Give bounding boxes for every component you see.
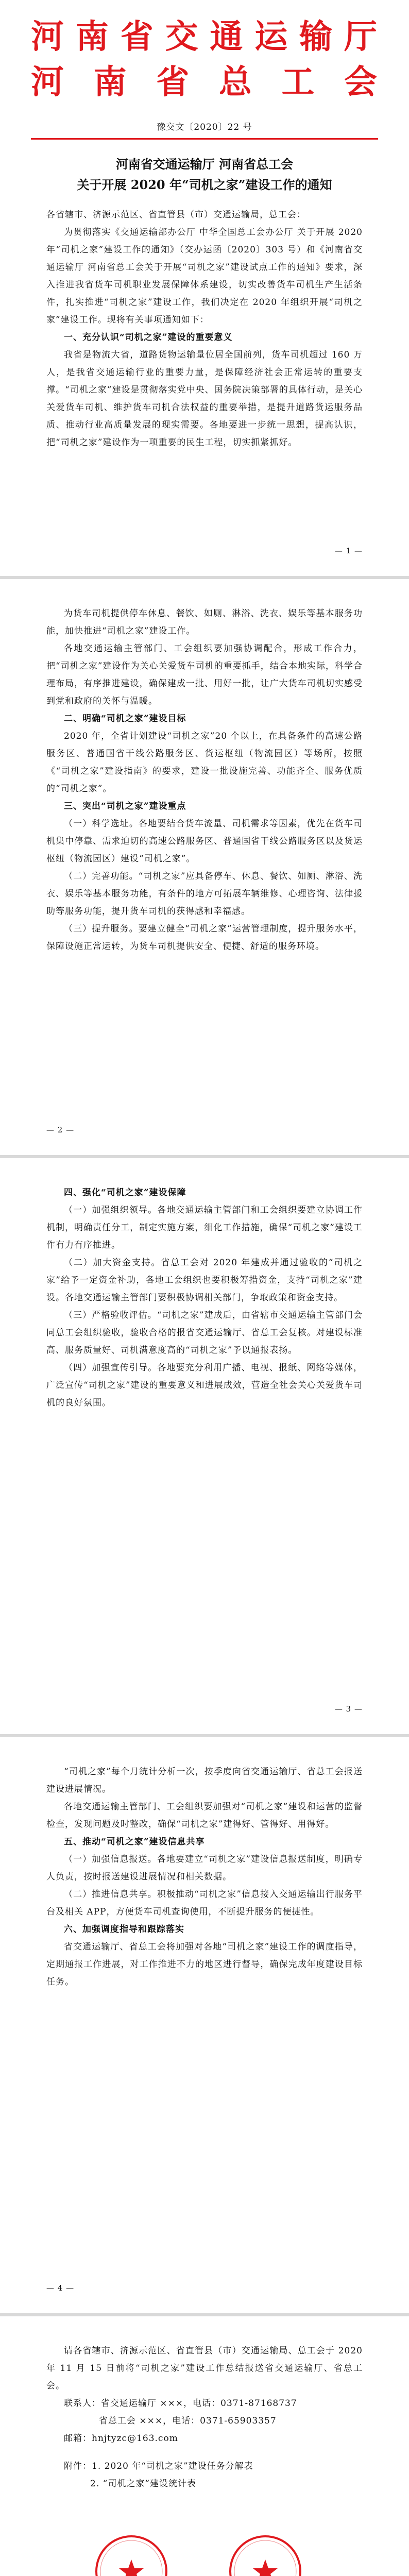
- paragraph: “司机之家”每个月统计分析一次，按季度向省交通运输厅、省总工会报送建设进展情况。: [46, 1767, 363, 1794]
- page3-body: [46, 1184, 363, 1412]
- page-5: [0, 2316, 409, 2576]
- section-heading: 五、推动“司机之家”建设信息共享: [64, 1837, 205, 1847]
- paragraph: （三）严格验收评估。“司机之家”建成后，由省辖市交通运输主管部门会同总工会组织验收，验收合格的报省交通运输厅、省总工会复核。对建设标准高、服务质量好、司机满意度高的“司机之家”予以通报表扬。: [46, 1310, 363, 1355]
- red-divider: [31, 138, 378, 140]
- paragraph: （二）推进信息共享。积极推动“司机之家”信息接入交通运输出行服务平台及相关 APP，方便货车司机查询使用，不断提升服务的便捷性。: [46, 1889, 363, 1917]
- paragraph: 为贯彻落实《交通运输部办公厅 中华全国总工会办公厅 关于开展 2020 年“司机之家”建设工作的通知》（交办运函〔2020〕303 号）和《河南省交通运输厅 河南省总工会关于开展“司机之家”建设试点工作的通知》要求，深入推进我省货车司机职业发展保障体系建设，切实改善货车司机生产生活条件，扎实推进“司机之家”建设工作，我们决定在 2020 年组织开展“司机之家”建设工作。现将有关事项通知如下：: [46, 227, 363, 325]
- contact-line: 联系人：省交通运输厅 ×××，电话：0371-87168737: [64, 2398, 297, 2409]
- page-2: [0, 579, 409, 1155]
- paragraph: （二）加大资金支持。省总工会对 2020 年建成并通过验收的“司机之家”给予一定资金补助，各地工会组织也要积极筹措资金，支持“司机之家”建设。各地交通运输主管部门要积极协调相关部门，争取政策和资金支持。: [46, 1258, 363, 1303]
- section-heading: 二、明确“司机之家”建设目标: [64, 714, 186, 724]
- paragraph: 请各省辖市、济源示范区、省直管县（市）交通运输局、总工会于 2020 年 11 月 15 日前将“司机之家”建设工作总结报送省交通运输厅、省总工会。: [46, 2346, 363, 2391]
- page1-body: [46, 206, 363, 451]
- section-heading: 四、强化“司机之家”建设保障: [64, 1188, 186, 1198]
- paragraph: 省交通运输厅、省总工会将加强对各地“司机之家”建设工作的调度指导，定期通报工作进展，对工作推进不力的地区进行督导，确保完成年度建设目标任务。: [46, 1942, 363, 1987]
- section-heading: 六、加强调度指导和跟踪落实: [64, 1924, 184, 1935]
- paragraph: 为货车司机提供停车休息、餐饮、如厕、淋浴、洗衣、娱乐等基本服务功能，加快推进“司机之家”建设工作。: [46, 608, 363, 636]
- page-number: — 1 —: [334, 546, 363, 555]
- paragraph: 我省是物流大省，道路货物运输量位居全国前列，货车司机超过 160 万人，是我省交通运输行业的重要力量，是保障经济社会正常运转的重要支撑。“司机之家”建设是贯彻落实党中央、国务院决策部署的具体行动，是关心关爱货车司机、维护货车司机合法权益的重要举措，是提升道路货运服务品质、推动行业高质量发展的现实需要。各地要进一步统一思想，提高认识，把“司机之家”建设作为一项重要的民生工程，切实抓紧抓好。: [46, 350, 363, 448]
- paragraph: （二）完善功能。“司机之家”应具备停车、休息、餐饮、如厕、淋浴、洗衣、娱乐等基本服务功能，有条件的地方可拓展车辆维修、心理咨询、法律援助等服务功能，提升货车司机的获得感和幸福感。: [46, 871, 363, 917]
- paragraph: （一）加强信息报送。各地要建立“司机之家”建设信息报送制度，明确专人负责，按时报送建设进展情况和相关数据。: [46, 1854, 363, 1882]
- page4-body: [46, 1763, 363, 1991]
- page-number: — 3 —: [334, 1704, 363, 1714]
- paragraph: （三）提升服务。要建立健全“司机之家”运营管理制度，提升服务水平，保障设施正常运转，为货车司机提供安全、便捷、舒适的服务环境。: [46, 924, 363, 952]
- section-heading: 一、充分认识“司机之家”建设的重要意义: [64, 332, 233, 343]
- section-heading: 三、突出“司机之家”建设重点: [64, 801, 186, 811]
- page-1: [0, 0, 409, 576]
- paragraph: 各地交通运输主管部门、工会组织要加强对“司机之家”建设和运营的监督检查，发现问题及时整改，确保“司机之家”建得好、管得好、用得好。: [46, 1802, 363, 1829]
- paragraph: 2020 年，全省计划建设“司机之家”20 个以上，在具备条件的高速公路服务区、普通国省干线公路服务区、货运枢纽（物流园区）等场所，按照《“司机之家”建设指南》的要求，建设一批设施完善、功能齐全、服务优质的“司机之家”。: [46, 731, 363, 794]
- attachment-line: 2. “司机之家”建设统计表: [90, 2479, 197, 2489]
- paragraph: （一）科学选址。各地要结合货车流量、司机需求等因素，优先在货车司机集中停靠、需求迫切的高速公路服务区、普通国省干线公路服务区以及货运枢纽（物流园区）建设“司机之家”。: [46, 819, 363, 864]
- addressee: 各省辖市、济源示范区、省直管县（市）交通运输局，总工会：: [46, 210, 306, 220]
- page-number: — 4 —: [46, 2283, 75, 2293]
- attachment-line: 附件：1. 2020 年“司机之家”建设任务分解表: [64, 2461, 253, 2471]
- document-title-line2: 关于开展 2020 年“司机之家”建设工作的通知: [77, 177, 332, 192]
- document-title-line1: 河南省交通运输厅 河南省总工会: [115, 157, 294, 172]
- paragraph: 各地交通运输主管部门、工会组织要加强协调配合，形成工作合力，把“司机之家”建设作为关心关爱货车司机的重要抓手，结合本地实际，科学合理布局，有序推进建设，确保建成一批、用好一批，让广大货车司机切实感受到党和政府的关怀与温暖。: [46, 643, 363, 706]
- seal-left-icon: [93, 2533, 170, 2576]
- email-line: 邮箱：hnjtyzc@163.com: [64, 2433, 178, 2444]
- document-number: 豫交文〔2020〕22 号: [157, 122, 252, 132]
- contact-line: 省总工会 ×××，电话：0371-65903357: [99, 2416, 277, 2426]
- red-header-line1: 河南省交通运输厅: [31, 18, 378, 56]
- seal-right-icon: [227, 2533, 304, 2576]
- paragraph: （四）加强宣传引导。各地要充分利用广播、电视、报纸、网络等媒体，广泛宣传“司机之家”建设的重要意义和进展成效，营造全社会关心关爱货车司机的良好氛围。: [46, 1363, 363, 1408]
- page-3: [0, 1158, 409, 1734]
- red-header-line2: 河南省总工会: [31, 63, 378, 101]
- paragraph: （一）加强组织领导。各地交通运输主管部门和工会组织要建立协调工作机制，明确责任分工，制定实施方案，细化工作措施，确保“司机之家”建设工作有力有序推进。: [46, 1205, 363, 1250]
- page-number: — 2 —: [46, 1125, 75, 1134]
- page-4: [0, 1737, 409, 2313]
- page5-body: [46, 2342, 363, 2493]
- page2-body: [46, 605, 363, 955]
